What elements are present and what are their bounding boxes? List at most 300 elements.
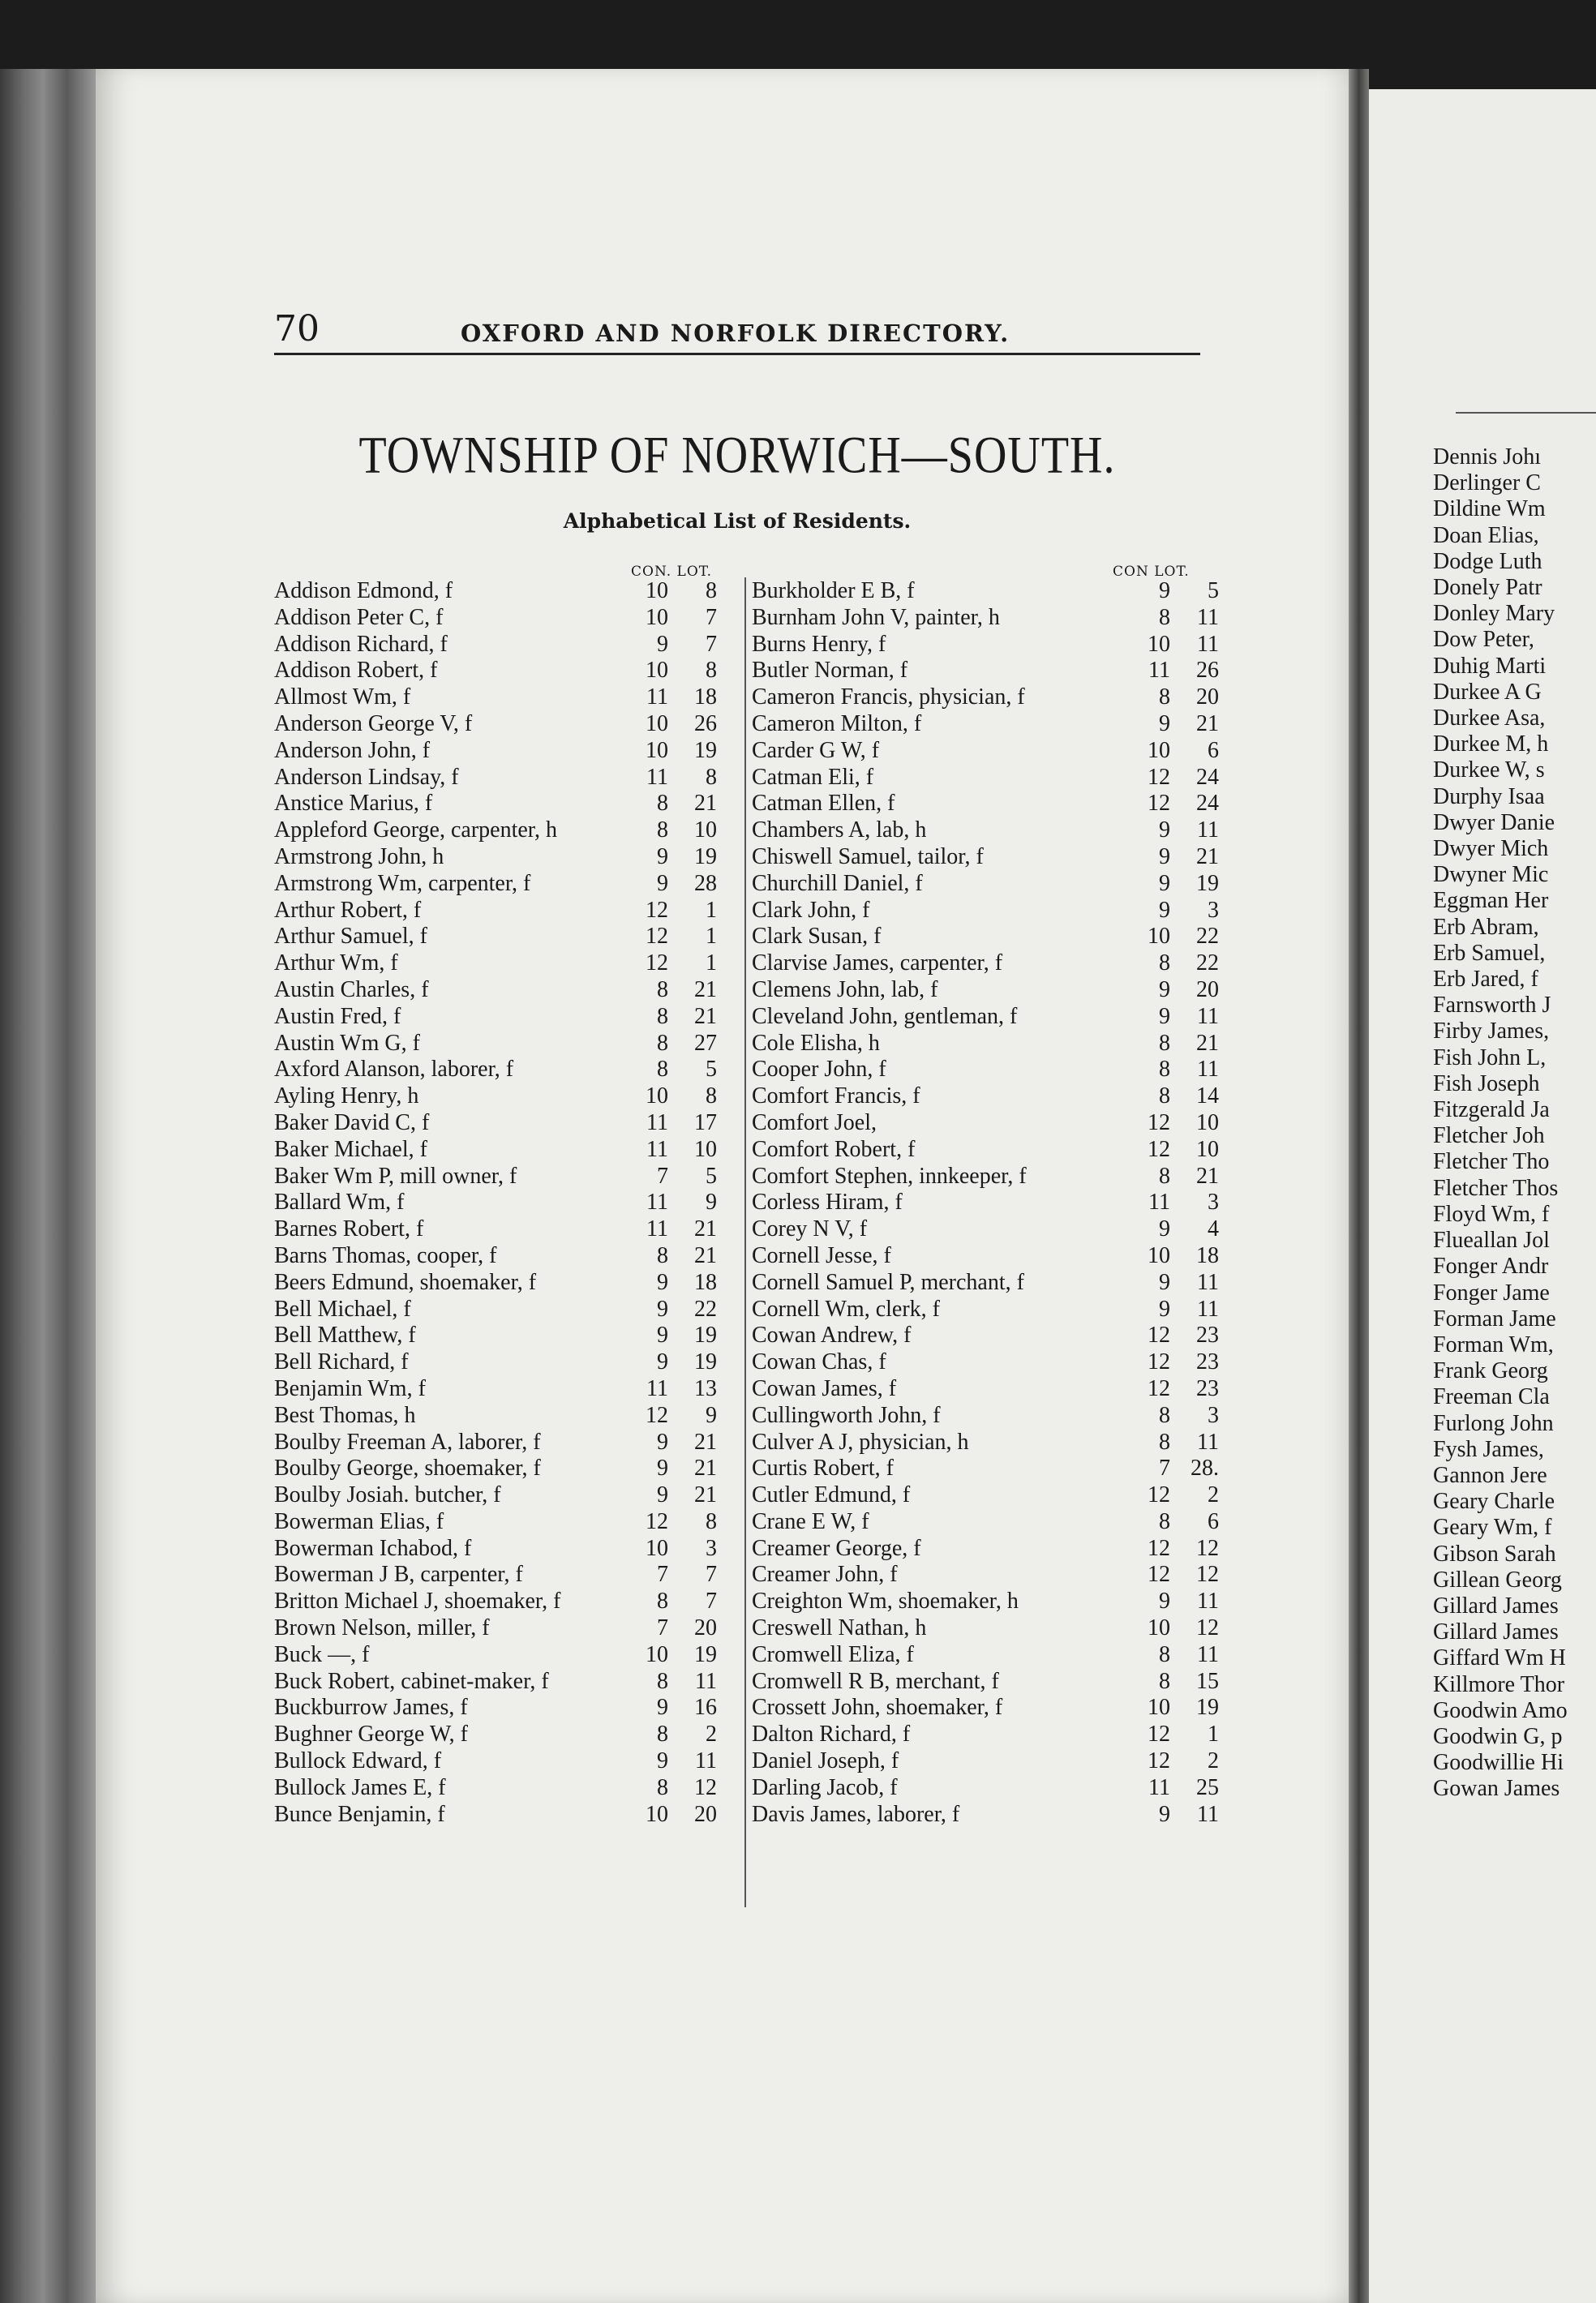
resident-entry xyxy=(752,1456,1219,1482)
concession-number: 8 xyxy=(657,1589,668,1615)
lot-number: 21 xyxy=(694,791,717,817)
resident-name: Boulby Freeman A, laborer, f xyxy=(274,1429,541,1455)
resident-name: Curtis Robert, f xyxy=(752,1456,894,1482)
lot-number: 1 xyxy=(706,950,717,976)
concession-number: 12 xyxy=(1148,1748,1170,1774)
resident-entry xyxy=(274,1775,736,1802)
resident-name: Cowan James, f xyxy=(752,1375,897,1401)
resident-name: Comfort Stephen, innkeeper, f xyxy=(752,1163,1027,1189)
lot-number: 18 xyxy=(1196,1242,1219,1268)
resident-name: Appleford George, carpenter, h xyxy=(274,817,557,843)
concession-number: 9 xyxy=(1159,976,1170,1002)
resident-entry xyxy=(752,1323,1219,1349)
concession-number: 10 xyxy=(646,1083,668,1109)
facing-page-entry: Durphy Isaa xyxy=(1433,783,1545,809)
lot-number: 21 xyxy=(694,976,717,1002)
resident-entry xyxy=(274,738,736,765)
concession-number: 12 xyxy=(1148,764,1170,790)
page-subtitle: Alphabetical List of Residents. xyxy=(563,509,912,533)
resident-name: Bullock Edward, f xyxy=(274,1748,442,1774)
lot-number: 18 xyxy=(694,1269,717,1295)
facing-page-entry: Dow Peter, xyxy=(1433,627,1534,653)
resident-entry xyxy=(274,1057,736,1083)
resident-name: Anderson Lindsay, f xyxy=(274,764,459,790)
facing-page-entry: Fletcher Joh xyxy=(1433,1123,1545,1149)
lot-number: 10 xyxy=(694,1136,717,1162)
concession-number: 9 xyxy=(1159,870,1170,896)
resident-name: Burnham John V, painter, h xyxy=(752,604,1000,630)
concession-number: 11 xyxy=(1148,658,1170,684)
resident-name: Addison Peter C, f xyxy=(274,604,444,630)
concession-number: 12 xyxy=(1148,1375,1170,1401)
lot-number: 2 xyxy=(1208,1748,1219,1774)
concession-number: 9 xyxy=(657,1748,668,1774)
lot-number: 11 xyxy=(1197,1269,1219,1295)
lot-number: 26 xyxy=(694,710,717,736)
resident-name: Cullingworth John, f xyxy=(752,1402,941,1428)
resident-entry xyxy=(274,1403,736,1430)
resident-name: Baker Michael, f xyxy=(274,1136,427,1162)
facing-page-entry: Floyd Wm, f xyxy=(1433,1201,1550,1227)
resident-name: Bell Matthew, f xyxy=(274,1323,416,1349)
facing-page-entry: Giffard Wm H xyxy=(1433,1645,1566,1671)
resident-name: Barns Thomas, cooper, f xyxy=(274,1242,497,1268)
facing-page-entry: Fletcher Thos xyxy=(1433,1175,1559,1201)
facing-page-entry: Fletcher Tho xyxy=(1433,1149,1550,1175)
lot-number: 19 xyxy=(1196,1695,1219,1721)
concession-number: 7 xyxy=(1159,1456,1170,1482)
lot-number: 10 xyxy=(694,817,717,843)
lot-number: 11 xyxy=(1197,604,1219,630)
resident-name: Addison Robert, f xyxy=(274,658,438,684)
page-title: TOWNSHIP OF NORWICH—SOUTH. xyxy=(358,427,1116,485)
concession-number: 8 xyxy=(657,791,668,817)
resident-entry xyxy=(274,1376,736,1403)
lot-number: 1 xyxy=(706,897,717,923)
resident-entry xyxy=(274,1004,736,1031)
lot-number: 21 xyxy=(694,1242,717,1268)
header-rule xyxy=(274,353,1200,355)
facing-page-entry: Furlong John xyxy=(1433,1410,1554,1436)
lot-number: 15 xyxy=(1196,1668,1219,1694)
resident-entry xyxy=(274,924,736,950)
facing-page-entry: Eggman Her xyxy=(1433,888,1549,914)
resident-entry xyxy=(274,1430,736,1456)
facing-page-entry: Durkee Asa, xyxy=(1433,705,1546,731)
resident-entry xyxy=(752,1482,1219,1509)
facing-page-entry: Erb Jared, f xyxy=(1433,967,1538,993)
resident-entry xyxy=(274,711,736,738)
lot-number: 11 xyxy=(1197,1801,1219,1827)
concession-number: 9 xyxy=(1159,1589,1170,1615)
resident-name: Chiswell Samuel, tailor, f xyxy=(752,843,984,869)
resident-name: Bowerman Ichabod, f xyxy=(274,1535,472,1561)
lot-number: 12 xyxy=(1196,1615,1219,1641)
resident-entry xyxy=(274,844,736,871)
concession-number: 8 xyxy=(657,817,668,843)
resident-name: Arthur Robert, f xyxy=(274,897,422,923)
concession-number: 10 xyxy=(646,1535,668,1561)
facing-page-entry: Dwyer Mich xyxy=(1433,836,1549,862)
resident-name: Baker David C, f xyxy=(274,1109,430,1135)
resident-entry xyxy=(274,1802,736,1829)
left-residents-column xyxy=(274,578,736,1828)
right-column-header: CON LOT. xyxy=(1113,564,1190,580)
resident-entry xyxy=(752,1269,1219,1297)
concession-number: 12 xyxy=(646,1402,668,1428)
concession-number: 12 xyxy=(1148,1722,1170,1748)
facing-page-entry: Duhig Marti xyxy=(1433,653,1547,679)
facing-page-entry: Erb Samuel, xyxy=(1433,940,1546,966)
lot-number: 8 xyxy=(706,1083,717,1109)
concession-number: 12 xyxy=(1148,1349,1170,1375)
concession-number: 10 xyxy=(1148,924,1170,950)
left-column-header: CON. LOT. xyxy=(631,564,713,580)
resident-entry xyxy=(274,1722,736,1748)
resident-entry xyxy=(752,791,1219,817)
resident-entry xyxy=(752,710,1219,738)
concession-number: 8 xyxy=(657,1030,668,1056)
resident-name: Armstrong Wm, carpenter, f xyxy=(274,870,531,896)
concession-number: 12 xyxy=(1148,1482,1170,1508)
lot-number: 13 xyxy=(694,1375,717,1401)
lot-number: 6 xyxy=(1208,1508,1219,1534)
concession-number: 10 xyxy=(1148,1695,1170,1721)
resident-entry xyxy=(274,1562,736,1589)
resident-entry xyxy=(274,658,736,684)
resident-entry xyxy=(752,976,1219,1004)
resident-name: Austin Wm G, f xyxy=(274,1030,420,1056)
concession-number: 8 xyxy=(657,1774,668,1800)
resident-name: Buck Robert, cabinet-maker, f xyxy=(274,1668,549,1694)
resident-entry xyxy=(752,1216,1219,1243)
concession-number: 9 xyxy=(657,1323,668,1349)
resident-name: Cromwell Eliza, f xyxy=(752,1641,914,1667)
facing-page-entry: Killmore Thor xyxy=(1433,1671,1565,1697)
resident-entry xyxy=(274,1270,736,1297)
resident-name: Darling Jacob, f xyxy=(752,1774,898,1800)
facing-page-entry: Dwyner Mic xyxy=(1433,862,1549,888)
resident-name: Cleveland John, gentleman, f xyxy=(752,1003,1018,1029)
lot-number: 18 xyxy=(694,684,717,710)
lot-number: 11 xyxy=(695,1748,717,1774)
lot-number: 11 xyxy=(1197,817,1219,843)
facing-page-entry: Gillard James xyxy=(1433,1593,1559,1619)
facing-page-entry: Frank Georg xyxy=(1433,1358,1548,1384)
resident-name: Clark Susan, f xyxy=(752,924,882,950)
resident-name: Arthur Samuel, f xyxy=(274,924,427,950)
facing-page-entry: Gannon Jere xyxy=(1433,1462,1547,1488)
resident-name: Bughner George W, f xyxy=(274,1722,468,1748)
resident-entry xyxy=(752,764,1219,791)
resident-name: Best Thomas, h xyxy=(274,1402,416,1428)
resident-name: Beers Edmund, shoemaker, f xyxy=(274,1269,537,1295)
resident-entry xyxy=(752,684,1219,711)
facing-page-entry: Erb Abram, xyxy=(1433,914,1539,940)
concession-number: 10 xyxy=(646,737,668,763)
resident-name: Ayling Henry, h xyxy=(274,1083,419,1109)
resident-entry xyxy=(752,843,1219,871)
resident-entry xyxy=(752,1190,1219,1216)
resident-name: Brown Nelson, miller, f xyxy=(274,1615,490,1641)
resident-entry xyxy=(274,1482,736,1509)
lot-number: 9 xyxy=(706,1190,717,1216)
resident-name: Barnes Robert, f xyxy=(274,1216,424,1242)
resident-entry xyxy=(752,1722,1219,1748)
concession-number: 9 xyxy=(1159,1296,1170,1322)
resident-entry xyxy=(752,658,1219,684)
lot-number: 11 xyxy=(1197,1429,1219,1455)
page-number: 70 xyxy=(274,308,320,350)
concession-number: 9 xyxy=(657,1482,668,1508)
resident-name: Allmost Wm, f xyxy=(274,684,411,710)
facing-page-entry: Firby James, xyxy=(1433,1019,1550,1044)
concession-number: 10 xyxy=(646,1801,668,1827)
resident-name: Anstice Marius, f xyxy=(274,791,433,817)
facing-page-entry: Gillean Georg xyxy=(1433,1567,1562,1593)
concession-number: 7 xyxy=(657,1163,668,1189)
concession-number: 11 xyxy=(1148,1190,1170,1216)
lot-number: 3 xyxy=(1208,897,1219,923)
facing-page-entry: Durkee W, s xyxy=(1433,757,1545,783)
concession-number: 9 xyxy=(1159,843,1170,869)
lot-number: 11 xyxy=(1197,1641,1219,1667)
resident-entry xyxy=(752,1242,1219,1270)
lot-number: 19 xyxy=(694,1323,717,1349)
concession-number: 12 xyxy=(646,924,668,950)
facing-page-entry: Gibson Sarah xyxy=(1433,1541,1556,1567)
resident-name: Creighton Wm, shoemaker, h xyxy=(752,1589,1019,1615)
resident-entry xyxy=(752,950,1219,977)
resident-entry xyxy=(274,1323,736,1349)
concession-number: 9 xyxy=(1159,1801,1170,1827)
resident-name: Anderson George V, f xyxy=(274,710,473,736)
lot-number: 12 xyxy=(1196,1562,1219,1588)
resident-entry xyxy=(752,870,1219,898)
lot-number: 2 xyxy=(706,1722,717,1748)
resident-entry xyxy=(274,1695,736,1722)
resident-entry xyxy=(274,1031,736,1057)
resident-entry xyxy=(752,1057,1219,1083)
lot-number: 7 xyxy=(706,631,717,657)
resident-entry xyxy=(274,1509,736,1536)
lot-number: 19 xyxy=(694,843,717,869)
lot-number: 5 xyxy=(1208,578,1219,603)
resident-name: Cornell Samuel P, merchant, f xyxy=(752,1269,1024,1295)
facing-page-entry: Forman Jame xyxy=(1433,1306,1556,1332)
resident-name: Comfort Robert, f xyxy=(752,1136,916,1162)
lot-number: 7 xyxy=(706,1589,717,1615)
resident-entry xyxy=(274,578,736,605)
facing-page-entry: Gillard James xyxy=(1433,1619,1559,1645)
resident-entry xyxy=(752,1003,1219,1031)
lot-number: 7 xyxy=(706,1562,717,1588)
facing-page-entry: Geary Wm, f xyxy=(1433,1515,1552,1541)
resident-name: Cornell Wm, clerk, f xyxy=(752,1296,940,1322)
facing-page-entry: Fonger Jame xyxy=(1433,1280,1550,1306)
facing-page-entry: Dennis Johı xyxy=(1433,444,1541,470)
facing-page-entry: Freeman Cla xyxy=(1433,1384,1550,1410)
facing-page-entry: Durkee M, h xyxy=(1433,731,1549,757)
concession-number: 8 xyxy=(1159,1083,1170,1109)
lot-number: 23 xyxy=(1196,1375,1219,1401)
concession-number: 12 xyxy=(1148,1323,1170,1349)
lot-number: 5 xyxy=(706,1163,717,1189)
concession-number: 8 xyxy=(657,1057,668,1083)
lot-number: 11 xyxy=(1197,1296,1219,1322)
resident-entry xyxy=(752,1375,1219,1403)
concession-number: 10 xyxy=(646,604,668,630)
resident-entry xyxy=(274,1669,736,1696)
lot-number: 16 xyxy=(694,1695,717,1721)
concession-number: 9 xyxy=(657,1349,668,1375)
resident-name: Bowerman Elias, f xyxy=(274,1508,444,1534)
resident-entry xyxy=(752,1801,1219,1829)
concession-number: 9 xyxy=(657,631,668,657)
resident-name: Chambers A, lab, h xyxy=(752,817,927,843)
resident-entry xyxy=(752,817,1219,844)
resident-name: Axford Alanson, laborer, f xyxy=(274,1057,514,1083)
resident-name: Crossett John, shoemaker, f xyxy=(752,1695,1003,1721)
concession-number: 9 xyxy=(657,870,668,896)
lot-number: 14 xyxy=(1196,1083,1219,1109)
resident-entry xyxy=(752,1774,1219,1802)
facing-page-entry: Dwyer Danie xyxy=(1433,809,1555,835)
resident-name: Cameron Milton, f xyxy=(752,710,922,736)
lot-number: 25 xyxy=(1196,1774,1219,1800)
concession-number: 8 xyxy=(1159,950,1170,976)
resident-entry xyxy=(752,604,1219,632)
concession-number: 11 xyxy=(646,1216,668,1242)
resident-name: Corless Hiram, f xyxy=(752,1190,903,1216)
lot-number: 23 xyxy=(1196,1323,1219,1349)
resident-entry xyxy=(274,1297,736,1323)
resident-name: Cornell Jesse, f xyxy=(752,1242,891,1268)
resident-name: Britton Michael J, shoemaker, f xyxy=(274,1589,561,1615)
resident-name: Dalton Richard, f xyxy=(752,1722,911,1748)
concession-number: 11 xyxy=(646,1190,668,1216)
resident-entry xyxy=(752,1615,1219,1642)
resident-name: Armstrong John, h xyxy=(274,843,444,869)
resident-name: Creswell Nathan, h xyxy=(752,1615,927,1641)
lot-number: 28. xyxy=(1191,1456,1219,1482)
resident-name: Catman Eli, f xyxy=(752,764,874,790)
concession-number: 10 xyxy=(1148,1242,1170,1268)
resident-entry xyxy=(274,605,736,632)
concession-number: 11 xyxy=(646,764,668,790)
resident-entry xyxy=(274,977,736,1004)
concession-number: 7 xyxy=(657,1562,668,1588)
concession-number: 8 xyxy=(1159,1668,1170,1694)
facing-page-entry: Donely Patr xyxy=(1433,575,1542,601)
lot-number: 10 xyxy=(1196,1136,1219,1162)
lot-number: 12 xyxy=(1196,1535,1219,1561)
concession-number: 8 xyxy=(657,1003,668,1029)
running-head: OXFORD AND NORFOLK DIRECTORY. xyxy=(461,320,1010,347)
book-spine xyxy=(0,69,96,2303)
resident-name: Buck —, f xyxy=(274,1641,370,1667)
right-residents-column xyxy=(752,578,1219,1828)
concession-number: 8 xyxy=(1159,1508,1170,1534)
resident-name: Butler Norman, f xyxy=(752,658,908,684)
resident-entry xyxy=(752,1668,1219,1696)
resident-name: Ballard Wm, f xyxy=(274,1190,405,1216)
lot-number: 12 xyxy=(694,1774,717,1800)
concession-number: 9 xyxy=(657,1456,668,1482)
concession-number: 8 xyxy=(1159,1163,1170,1189)
concession-number: 8 xyxy=(1159,684,1170,710)
resident-entry xyxy=(752,1429,1219,1456)
resident-name: Carder G W, f xyxy=(752,737,880,763)
resident-name: Buckburrow James, f xyxy=(274,1695,468,1721)
resident-entry xyxy=(274,1748,736,1775)
resident-name: Davis James, laborer, f xyxy=(752,1801,960,1827)
resident-name: Comfort Joel, xyxy=(752,1109,877,1135)
concession-number: 10 xyxy=(646,710,668,736)
facing-page-entry: Fish Joseph xyxy=(1433,1070,1540,1096)
lot-number: 19 xyxy=(694,1641,717,1667)
resident-entry xyxy=(752,1589,1219,1615)
facing-page-entry: Fitzgerald Ja xyxy=(1433,1097,1550,1123)
concession-number: 9 xyxy=(1159,710,1170,736)
lot-number: 3 xyxy=(1208,1190,1219,1216)
lot-number: 1 xyxy=(1208,1722,1219,1748)
concession-number: 10 xyxy=(1148,737,1170,763)
concession-number: 9 xyxy=(657,1269,668,1295)
facing-page-entry: Geary Charle xyxy=(1433,1489,1555,1515)
resident-entry xyxy=(752,1748,1219,1775)
lot-number: 21 xyxy=(694,1456,717,1482)
resident-entry xyxy=(752,1349,1219,1376)
resident-entry xyxy=(274,684,736,711)
resident-entry xyxy=(274,1642,736,1669)
lot-number: 20 xyxy=(1196,976,1219,1002)
resident-name: Burkholder E B, f xyxy=(752,578,915,603)
concession-number: 10 xyxy=(1148,631,1170,657)
resident-name: Corey N V, f xyxy=(752,1216,868,1242)
resident-name: Clark John, f xyxy=(752,897,870,923)
lot-number: 6 xyxy=(1208,737,1219,763)
lot-number: 9 xyxy=(706,1402,717,1428)
concession-number: 12 xyxy=(646,1508,668,1534)
concession-number: 9 xyxy=(1159,1003,1170,1029)
facing-page-entry: Goodwin Amo xyxy=(1433,1697,1568,1723)
facing-page-entry: Gowan James xyxy=(1433,1776,1560,1802)
resident-entry xyxy=(752,1641,1219,1669)
resident-entry xyxy=(752,897,1219,924)
concession-number: 9 xyxy=(657,1695,668,1721)
lot-number: 4 xyxy=(1208,1216,1219,1242)
lot-number: 23 xyxy=(1196,1349,1219,1375)
concession-number: 9 xyxy=(1159,578,1170,603)
lot-number: 21 xyxy=(694,1429,717,1455)
resident-name: Addison Edmond, f xyxy=(274,578,453,603)
lot-number: 21 xyxy=(1196,1163,1219,1189)
concession-number: 9 xyxy=(657,1429,668,1455)
resident-entry xyxy=(752,1562,1219,1589)
facing-page-entry: Fonger Andr xyxy=(1433,1254,1549,1280)
resident-name: Addison Richard, f xyxy=(274,631,448,657)
facing-page-entry: Fish John L, xyxy=(1433,1044,1547,1070)
concession-number: 8 xyxy=(657,1668,668,1694)
resident-name: Cole Elisha, h xyxy=(752,1030,880,1056)
resident-name: Creamer George, f xyxy=(752,1535,921,1561)
concession-number: 10 xyxy=(1148,1615,1170,1641)
lot-number: 20 xyxy=(1196,684,1219,710)
facing-page-entry: Farnsworth J xyxy=(1433,993,1551,1019)
concession-number: 11 xyxy=(1148,1774,1170,1800)
concession-number: 9 xyxy=(657,843,668,869)
